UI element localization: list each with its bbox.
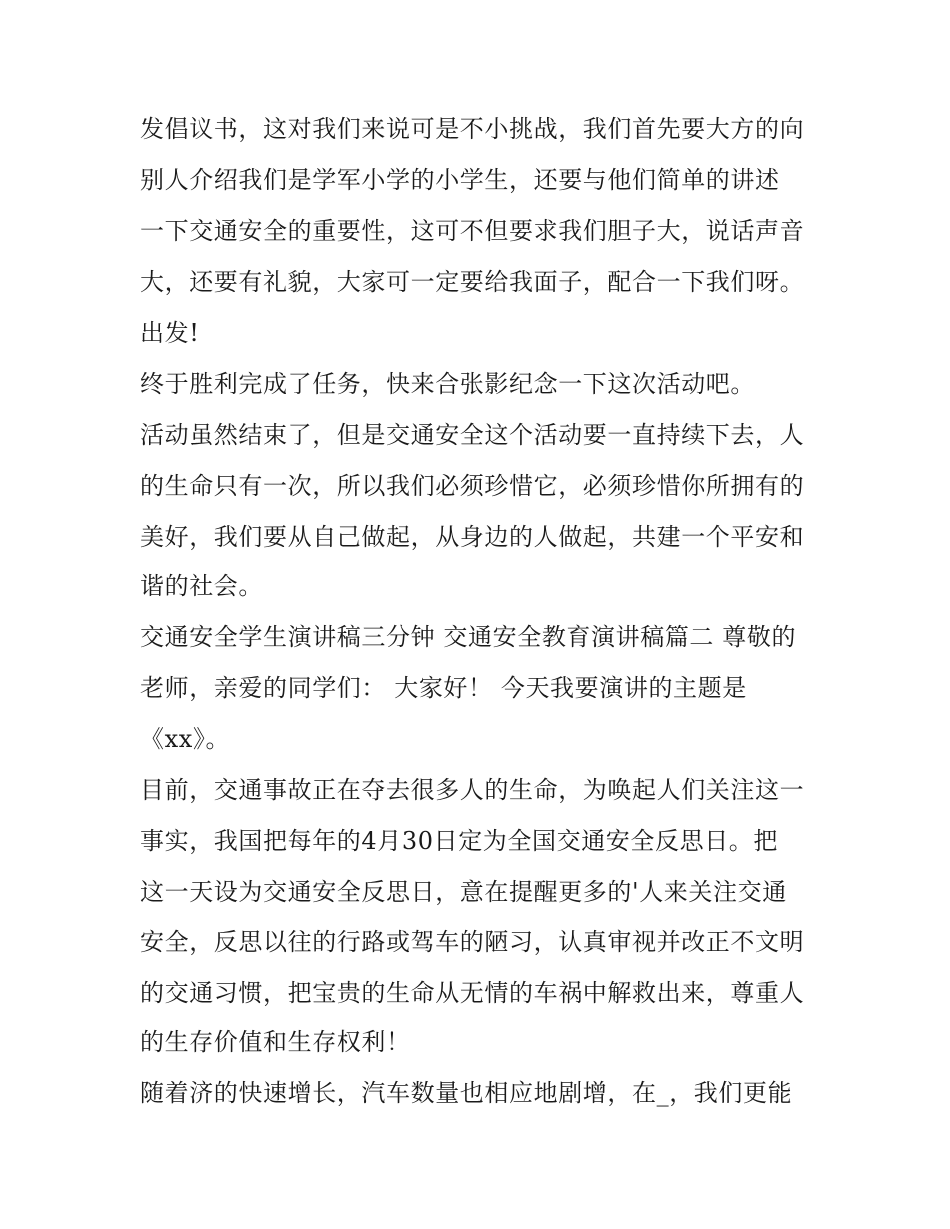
text-line: 活动虽然结束了，但是交通安全这个活动要一直持续下去，人 (140, 421, 805, 449)
text-line: 的生命只有一次，所以我们必须珍惜它，必须珍惜你所拥有的 (140, 472, 805, 500)
text-line: 大，还要有礼貌，大家可一定要给我面子，配合一下我们呀。 (140, 268, 805, 296)
text-line: 老师，亲爱的同学们： 大家好！ 今天我要演讲的主题是 (140, 674, 747, 702)
text-line: 安全，反思以往的行路或驾车的陋习，认真审视并改正不文明 (140, 928, 805, 956)
text-line: 目前，交通事故正在夺去很多人的生命，为唤起人们关注这一 (140, 776, 805, 804)
text-line: 交通安全学生演讲稿三分钟 交通安全教育演讲稿篇二 尊敬的 (140, 623, 797, 651)
text-line: 的交通习惯，把宝贵的生命从无情的车祸中解救出来，尊重人 (140, 979, 805, 1007)
text-line: 随着济的快速增长，汽车数量也相应地剧增，在_，我们更能 (140, 1079, 793, 1107)
text-line: 发倡议书，这对我们来说可是不小挑战，我们首先要大方的向 (140, 115, 805, 143)
text-line: 别人介绍我们是学军小学的小学生，还要与他们简单的讲述 (140, 166, 780, 194)
text-line: 的生存价值和生存权利！ (140, 1028, 411, 1056)
text-line: 谐的社会。 (140, 572, 263, 600)
text-line: 这一天设为交通安全反思日，意在提醒更多的'人来关注交通 (140, 878, 787, 906)
text-line: 美好，我们要从自己做起，从身边的人做起，共建一个平安和 (140, 523, 805, 551)
text-line: 一下交通安全的重要性，这可不但要求我们胆子大，说话声音 (140, 217, 805, 245)
text-line: 《xx》。 (140, 725, 231, 753)
text-line: 事实，我国把每年的4月30日定为全国交通安全反思日。把 (140, 827, 779, 855)
text-line: 终于胜利完成了任务，快来合张影纪念一下这次活动吧。 (140, 370, 755, 398)
text-line: 出发! (140, 319, 200, 347)
